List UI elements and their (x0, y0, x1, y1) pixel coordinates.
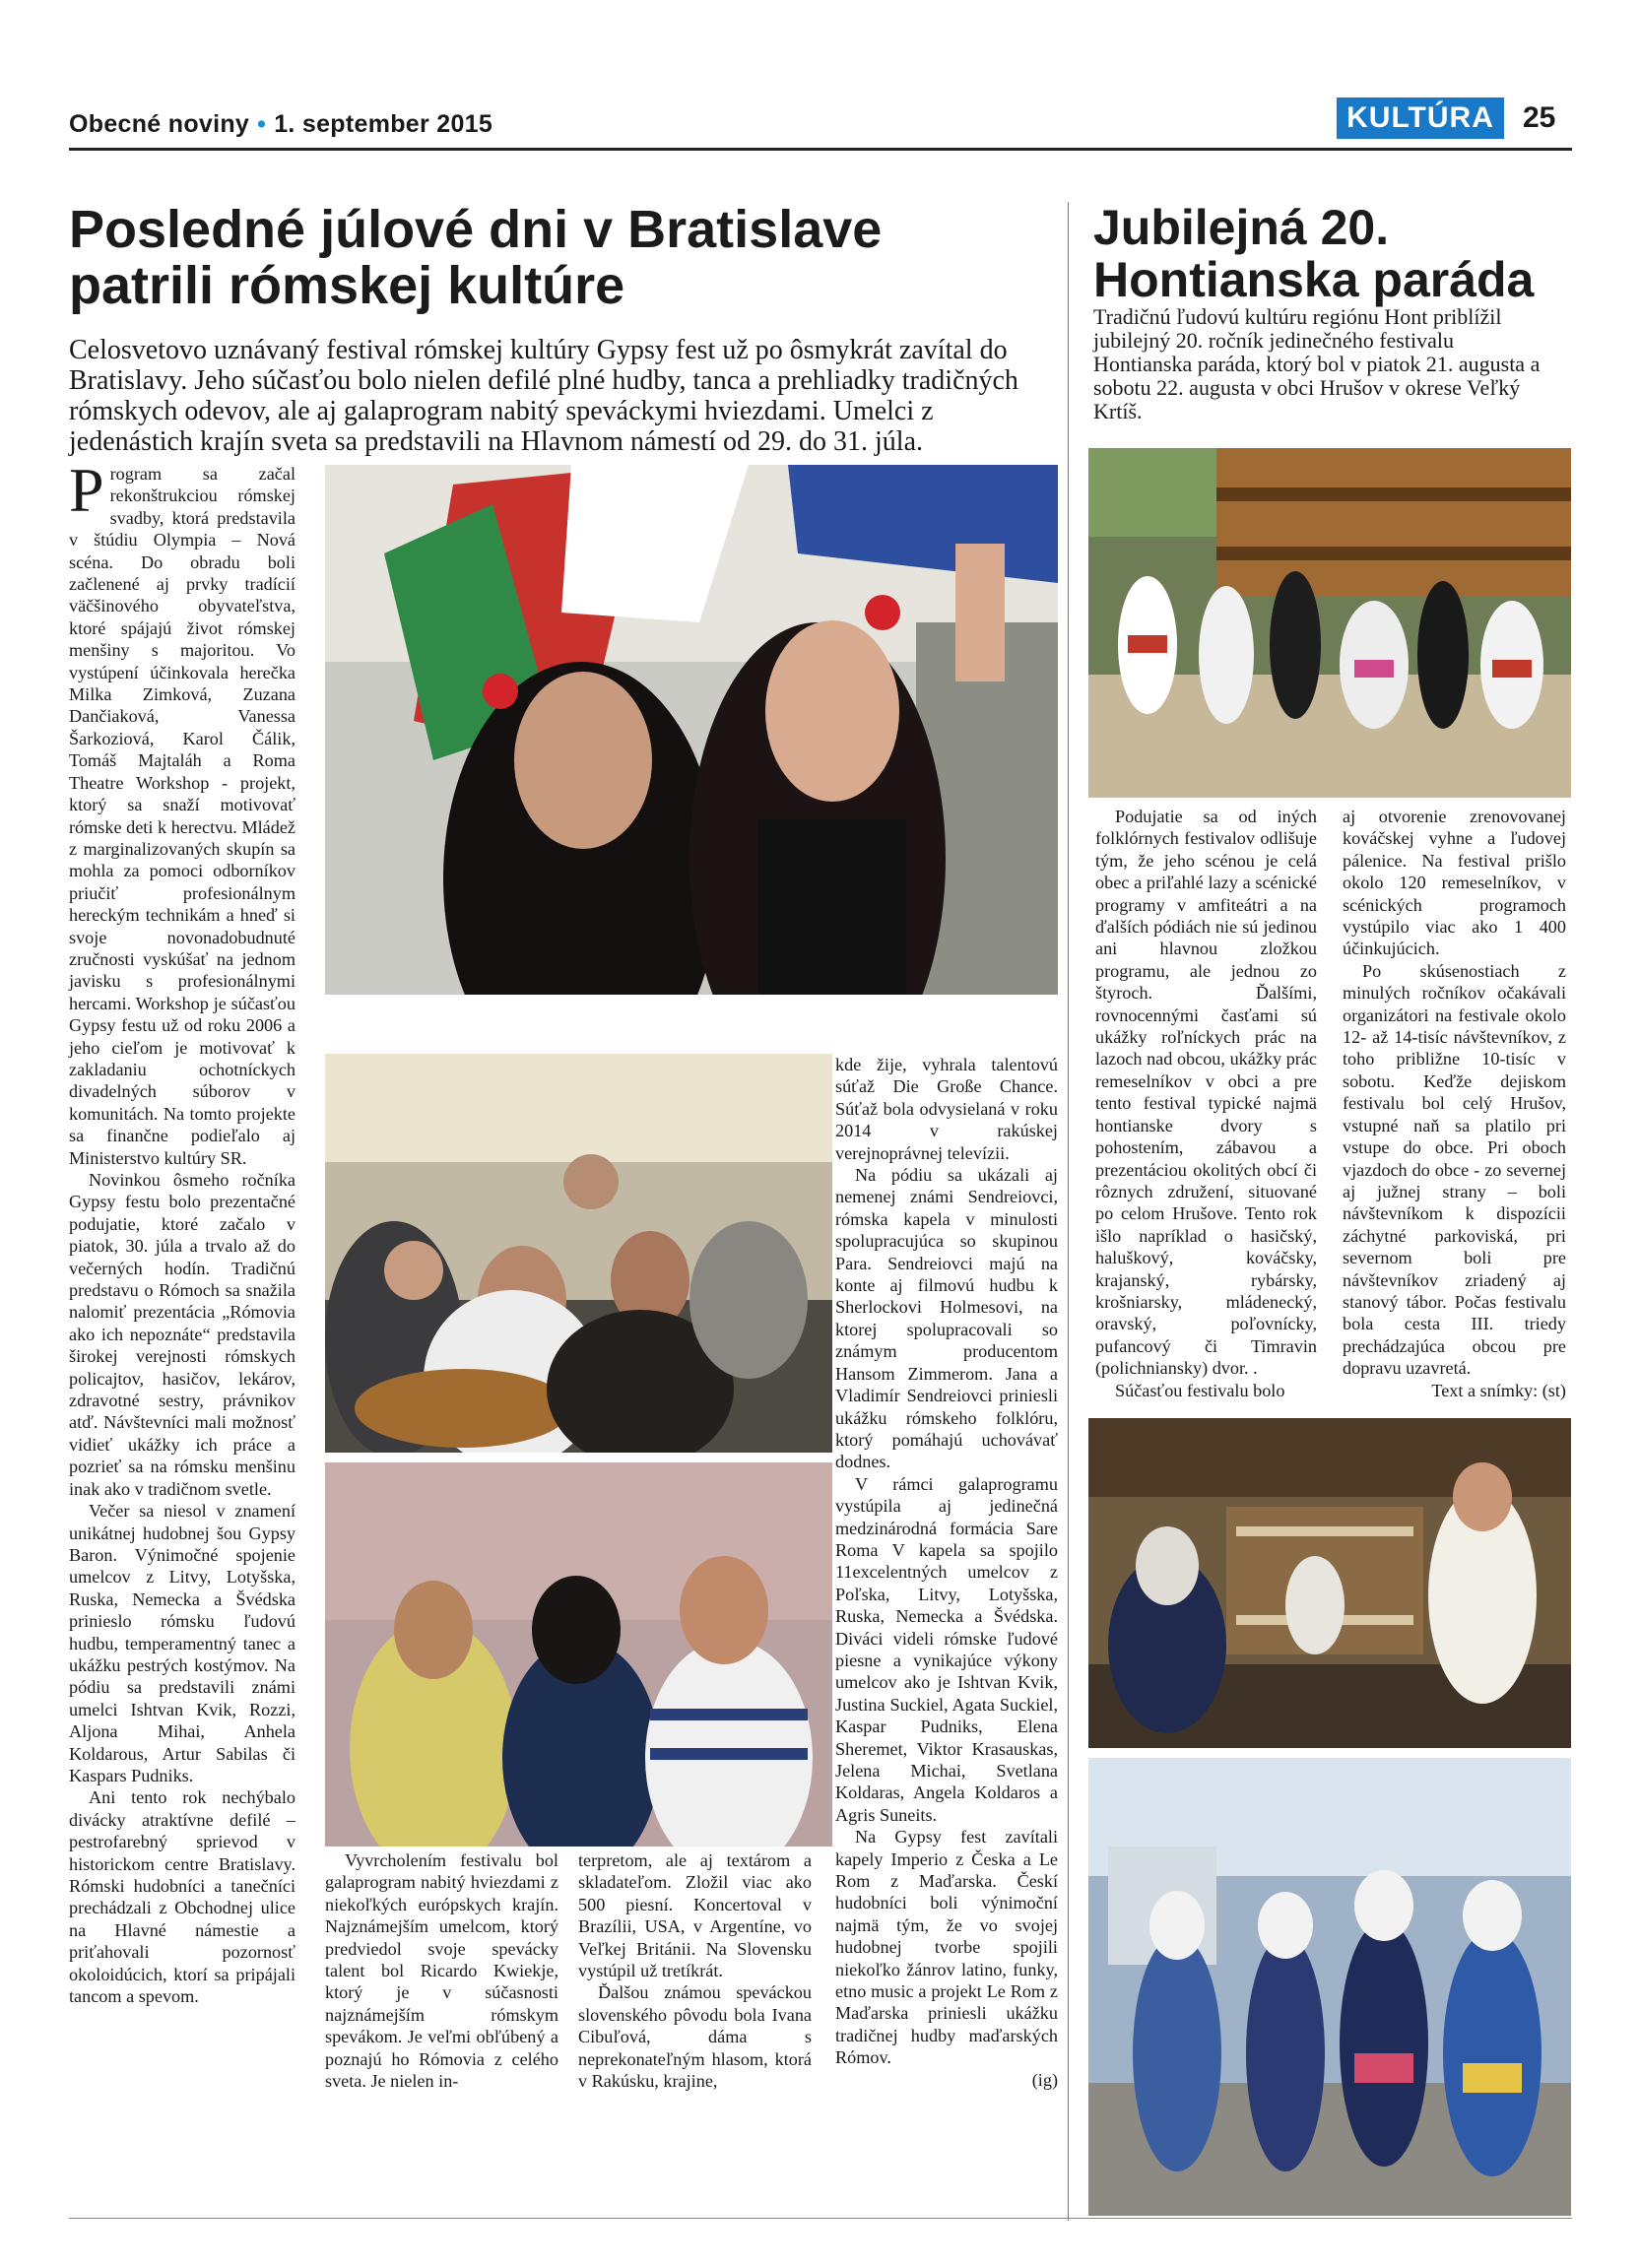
article1-column-4 (835, 1054, 1058, 2091)
masthead (69, 110, 492, 139)
article1-column-2 (325, 1849, 558, 2092)
article1-paragraph: Na pódiu sa ukázali aj nemenej známi Sendreiovci, rómska kapela v minulosti spolupracujúca so skupinou Para. Sendreiovci majú na konte aj filmovú hudbu k Sherlockovi Holmesovi, na ktorej spolupracovali so známym producentom Hansom Zimmerom. Jana a Vladimír Sendreiovci priniesli ukážku rómskeho folklóru, ktorý pomáhajú uchovávať dodnes. (835, 1165, 1058, 1472)
separator-dot: • (257, 110, 267, 138)
article1-column-1 (69, 455, 295, 2007)
article1-paragraph: Program sa začal rekonštrukciou rómskej svadby, ktorá predstavila v štúdiu Olympia – Nová scéna. Do obradu boli začlenené aj prvky tradícií väčšinového obyvateľstva, ktoré spájajú život rómskej menšiny s majoritou. Vo vystúpení účinkovala herečka Milka Zimková, Zuzana Dančiaková, Vanessa Šarkoziová, Karol Čálik, Tomáš Majtaláh a Roma Theatre Workshop - projekt, ktorý sa snaží motivovať rómske deti k herectvu. Mládež z marginalizovaných skupín sa mohla za pomoci odborníkov priučiť profesionálnym hereckým technikám a hneď si svoje novonadobudnuté zručnosti vyskúšať na jednom javisku s profesionálnymi hercami. Workshop je súčasťou Gypsy festu už od roku 2006 a jeho cieľom je motivovať k zakladaniu ochotníckych divadelných súborov v komunitách. Na tomto projekte sa finančne podieľalo aj Ministerstvo kultúry SR. (69, 455, 295, 1168)
article2-credit: Text a snímky: (st) (1431, 1380, 1566, 1400)
header-rule (69, 148, 1572, 151)
issue-date: 1. september 2015 (274, 110, 493, 138)
photo-weaving-demonstration (1088, 1418, 1571, 1748)
article1-paragraph: Na Gypsy fest zavítali kapely Imperio z Česka a Le Rom z Maďarska. Českí hudobníci boli výnimoční najmä tým, že vo svojej hudobnej tvorbe spojili niekoľko žánrov latino, funky, etno music a projekt Le Rom z Maďarska priniesli ukážku tradičnej hudby maďarských Rómov. (835, 1827, 1058, 2068)
article1-paragraph: Novinkou ôsmeho ročníka Gypsy festu bolo prezentačné podujatie, ktoré začalo v piatok, 30. júla a trvalo až do večerných hodín. Tradičnú predstavu o Rómoch sa snažila nalomiť prezentácia „Rómovia ako ich nepoznáte“ predstavila širokej verejnosti rómskych policajtov, hasičov, lekárov, zdravotné sestry, právnikov atď. Návštevníci mali možnosť vidieť ukážky ich práce a pozrieť sa na rómsku menšinu inak ako v tradičnom svetle. (69, 1170, 295, 1499)
article2-column-1 (1095, 806, 1317, 1401)
article2-paragraph: Po skúsenostiach z minulých ročníkov očakávali organizátori na festivale okolo 12- až 14-tisíc návštevníkov, z toho približne 10-tisíc v sobotu. Keďže dejiskom festivalu bol celý Hrušov, vstupné naň sa platilo pri vstupe do obce. Pri oboch vjazdoch do obce - zo severnej aj južnej strany – boli návštevníkom k dispozícii záchytné parkoviská, pri severnom boli pre návštevníkov zriadený aj stanový tábor. Počas festivalu bola cesta III. triedy prechádzajúca obcou pre dopravu uzavretá. (1343, 960, 1566, 1379)
article1-column-3 (578, 1849, 812, 2092)
article2-paragraph: aj otvorenie zrenovovanej kováčskej vyhne a ľudovej pálenice. Na festival prišlo okolo 120 remeselníkov, v scénických programoch vystúpilo viac ako 1 400 účinkujúcich. (1343, 807, 1566, 959)
article1-paragraph: Ani tento rok nechýbalo divácky atraktívne defilé – pestrofarebný sprievod v historickom centre Bratislavy. Rómski hudobníci a tanečníci prechádzali z Obchodnej ulice na Hlavné námestie a priťahovali pozornosť okoloidúcich, ktorí sa pripájali tancom a spevom. (69, 1787, 295, 2007)
article1-paragraph: kde žije, vyhrala talentovú súťaž Die Große Chance. Súťaž bola odvysielaná v roku 2014 v rakúskej verejnoprávnej televízii. (835, 1055, 1058, 1163)
article1-paragraph: V rámci galaprogramu vystúpila aj jedinečná medzinárodná formácia Sare Roma V kapela sa spojilo 11excelentných umelcov z Poľska, Litvy, Lotyšska, Ruska, Nemecka a Švédska. Diváci videli rómske ľudové piesne a vynikajúce výkony umelcov ako je Ishtvan Kvik, Justina Suckiel, Agata Suckiel, Kaspar Pudniks, Elena Sheremet, Viktor Krasauskas, Jelena Michai, Svetlana Koldaras, Angela Koldaros a Agris Suneits. (835, 1473, 1058, 1825)
photo-audience (325, 1462, 832, 1847)
article1-paragraph: terpretom, ale aj textárom a skladateľom. Zložil viac ako 500 piesní. Koncertoval v Brazílii, USA, v Argentíne, vo Veľkej Británii. Na Slovensku vystúpil už tretíkrát. (578, 1850, 812, 1981)
article1-paragraph: Večer sa niesol v znamení unikátnej hudobnej šou Gypsy Baron. Výnimočné spojenie umelcov z Litvy, Lotyšska, Ruska, Nemecka a Švédska prinieslo rómsku ľudovú hudbu, temperamentný tanec a ukážku pestrých kostýmov. Na pódiu sa predstavili známi umelci Ishtvan Kvik, Rozzi, Aljona Mihai, Anhela Koldarous, Artur Sabilas či Kaspars Pudniks. (69, 1501, 295, 1785)
article2-paragraph: Podujatie sa od iných folklórnych festivalov odlišuje tým, že jeho scénou je celá obec a priľahlé lazy a scénické programy v amfiteátri a na ďalších pódiách nie sú jedinou ani hlavnou zložkou programu, ale jednou zo štyroch. Ďalšími, rovnocennými časťami sú ukážky roľníckych prác na lazoch nad obcou, ukážky prác remeselníkov v obci a pre tento festival typické najmä hontianske dvory s pohostením, zábavou a prezentáciou okolitých obcí či rôznych združení, situované po celom Hrušove. Tento rok išlo napríklad o hasičský, haluškový, kováčsky, krajanský, rybársky, krošniarsky, mládenecký, oravský, poľovnícky, pufancový či Timravin (polichniansky) dvor. . (1095, 807, 1317, 1379)
drop-cap: P (69, 455, 104, 525)
section-badge: KULTÚRA (1337, 97, 1504, 139)
column-divider (1068, 202, 1069, 2221)
photo-musicians-guitars (325, 1054, 832, 1453)
publication-name: Obecné noviny (69, 110, 250, 138)
article2-title: Jubilejná 20. Hontianska paráda (1093, 200, 1535, 307)
page-number: 25 (1523, 101, 1556, 134)
article2-lead: Tradičnú ľudovú kultúru regiónu Hont priblížil jubilejný 20. ročník jedinečného festivalu Hontianska paráda, ktorý bol v piatok 21. augusta a sobotu 22. augusta v obci Hrušov v okrese Veľký Krtíš. (1093, 304, 1541, 423)
article2-paragraph: Súčasťou festivalu bolo (1115, 1380, 1285, 1400)
article1-signature: (ig) (1031, 2069, 1058, 2090)
article1-title: Posledné júlové dni v Bratislave patrili rómskej kultúre (69, 200, 883, 315)
article1-lead: Celosvetovo uznávaný festival rómskej kultúry Gypsy fest už po ôsmykrát zavítal do Bratislavy. Jeho súčasťou bolo nielen defilé plné hudby, tanca a prehliadky tradičných rómskych odevov, ale aj galaprogram nabitý speváckymi hviezdami. Umelci z jedenástich krajín sveta sa predstavili na Hlavnom námestí od 29. do 31. júla. (69, 335, 1018, 457)
photo-gypsy-fest-dancers (325, 465, 1058, 995)
footer-rule (69, 2218, 1572, 2219)
article1-paragraph: Vyvrcholením festivalu bol galaprogram nabitý hviezdami z niekoľkých európskych krajín. Najznámejším umelcom, ktorý predviedol svoje spevácky talent bol Ricardo Kwiekje, ktorý je v súčasnosti najznámejším rómskym spevákom. Je veľmi obľúbený a poznajú ho Rómovia z celého sveta. Je nielen in- (325, 1850, 558, 2092)
photo-women-folk-costumes (1088, 1758, 1571, 2216)
article1-paragraph: Ďalšou známou speváckou slovenského pôvodu bola Ivana Cibuľová, dáma s neprekonateľným hlasom, ktorá v Rakúsku, krajine, (578, 1982, 812, 2092)
photo-folk-dancers-stage (1088, 448, 1571, 798)
article2-column-2 (1343, 806, 1566, 1401)
